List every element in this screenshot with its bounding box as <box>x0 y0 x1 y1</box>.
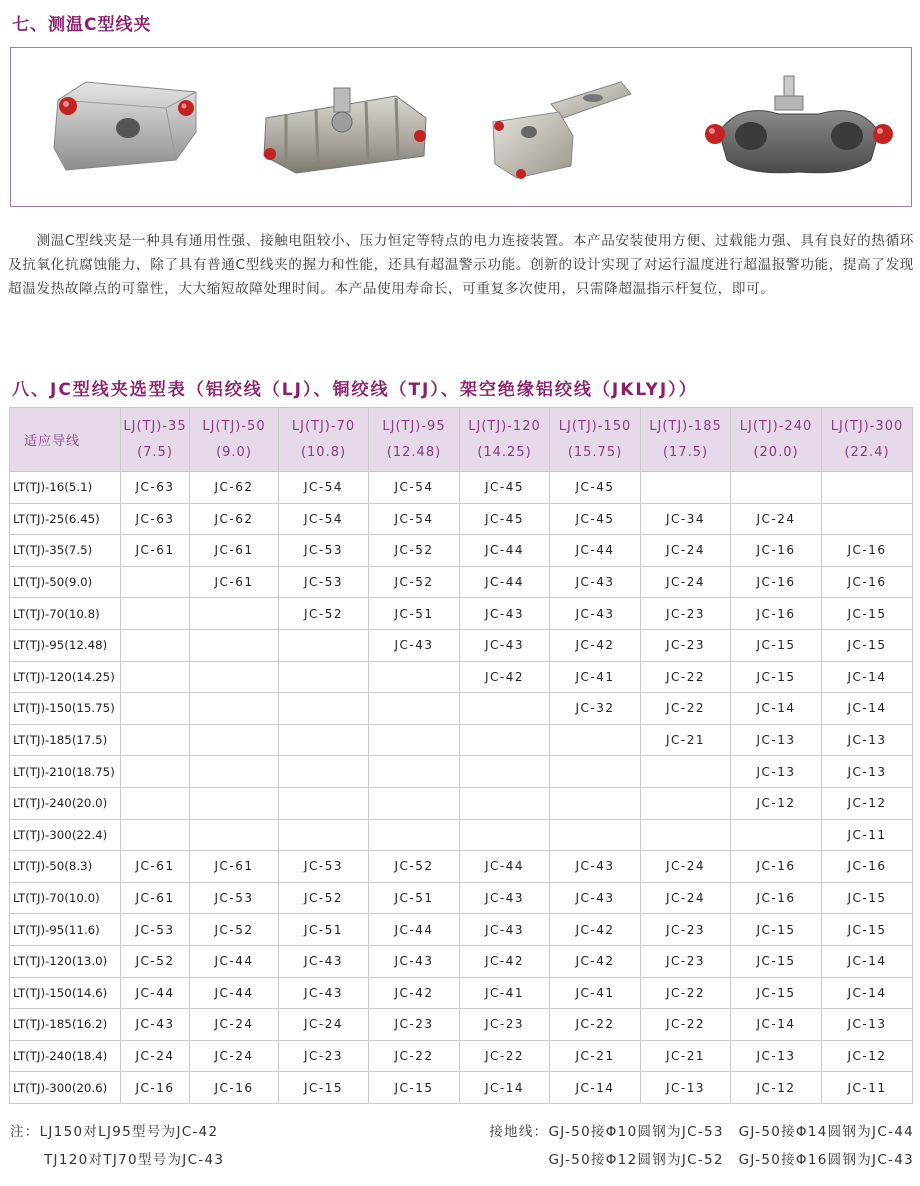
row-label: LT(TJ)-16(5.1) <box>10 472 121 504</box>
table-cell: JC-61 <box>190 535 279 567</box>
table-row <box>10 724 913 756</box>
row-label: LT(TJ)-150(14.6) <box>10 977 121 1009</box>
table-cell: JC-24 <box>641 882 731 914</box>
column-header <box>731 408 822 472</box>
row-label: LT(TJ)-25(6.45) <box>10 503 121 535</box>
table-cell <box>121 787 190 819</box>
table-cell: JC-15 <box>369 1072 460 1104</box>
row-label: LT(TJ)-95(11.6) <box>10 914 121 946</box>
note-right-1: 接地线：GJ-50接Φ10圆钢为JC-53 GJ-50接Φ14圆钢为JC-44 <box>489 1124 914 1140</box>
table-cell: JC-14 <box>822 661 913 693</box>
table-cell: JC-23 <box>641 598 731 630</box>
table-cell: JC-43 <box>550 566 641 598</box>
table-cell <box>460 693 550 725</box>
table-cell: JC-11 <box>822 1072 913 1104</box>
table-cell <box>190 598 279 630</box>
table-cell: JC-45 <box>460 472 550 504</box>
table-cell: JC-53 <box>279 851 369 883</box>
table-cell: JC-45 <box>460 503 550 535</box>
table-cell: JC-23 <box>369 1009 460 1041</box>
table-cell: JC-12 <box>731 1072 822 1104</box>
table-cell: JC-24 <box>279 1009 369 1041</box>
table-cell: JC-22 <box>641 1009 731 1041</box>
table-cell <box>550 724 641 756</box>
table-cell: JC-62 <box>190 503 279 535</box>
header-row <box>10 408 913 472</box>
table-row <box>10 566 913 598</box>
table-cell: JC-44 <box>369 914 460 946</box>
table-cell: JC-14 <box>731 1009 822 1041</box>
column-name: LJ(TJ)-70 <box>291 418 356 434</box>
table-cell: JC-15 <box>731 661 822 693</box>
table-cell <box>460 756 550 788</box>
table-cell: JC-53 <box>279 535 369 567</box>
table-cell: JC-13 <box>822 756 913 788</box>
table-cell: JC-15 <box>279 1072 369 1104</box>
table-cell <box>190 661 279 693</box>
column-header <box>641 408 731 472</box>
row-label: LT(TJ)-150(15.75) <box>10 693 121 725</box>
table-cell: JC-42 <box>369 977 460 1009</box>
table-cell: JC-21 <box>550 1040 641 1072</box>
table-cell: JC-61 <box>121 535 190 567</box>
table-header <box>10 408 913 472</box>
column-name: LJ(TJ)-120 <box>468 418 541 434</box>
table-cell: JC-43 <box>460 882 550 914</box>
column-header <box>190 408 279 472</box>
table-row <box>10 629 913 661</box>
table-row <box>10 535 913 567</box>
table-cell: JC-63 <box>121 472 190 504</box>
table-cell: JC-24 <box>641 851 731 883</box>
row-label: LT(TJ)-210(18.75) <box>10 756 121 788</box>
table-cell <box>279 661 369 693</box>
table-cell <box>121 661 190 693</box>
table-cell <box>822 503 913 535</box>
table-cell: JC-34 <box>641 503 731 535</box>
section-7-title: 七、测温C型线夹 <box>12 15 152 35</box>
table-row <box>10 1040 913 1072</box>
table-cell: JC-42 <box>460 661 550 693</box>
table-cell <box>369 787 460 819</box>
clamp-bolt-photo <box>256 78 436 188</box>
table-cell: JC-13 <box>822 1009 913 1041</box>
clamp-block-photo <box>46 70 206 190</box>
table-cell <box>121 819 190 851</box>
table-cell: JC-22 <box>460 1040 550 1072</box>
table-cell: JC-24 <box>641 566 731 598</box>
note-left-2: TJ120对TJ70型号为JC-43 <box>44 1152 225 1168</box>
table-cell: JC-15 <box>822 882 913 914</box>
row-label: LT(TJ)-70(10.0) <box>10 882 121 914</box>
table-cell <box>460 819 550 851</box>
table-row <box>10 598 913 630</box>
table-cell: JC-11 <box>822 819 913 851</box>
column-diameter: (17.5) <box>662 444 709 460</box>
row-label: LT(TJ)-70(10.8) <box>10 598 121 630</box>
column-header <box>121 408 190 472</box>
table-cell: JC-54 <box>279 503 369 535</box>
table-cell <box>279 787 369 819</box>
table-cell <box>190 756 279 788</box>
table-cell: JC-44 <box>190 977 279 1009</box>
table-cell: JC-22 <box>641 693 731 725</box>
note-right-2: GJ-50接Φ12圆钢为JC-52 GJ-50接Φ16圆钢为JC-43 <box>548 1152 914 1168</box>
table-cell <box>279 819 369 851</box>
table-cell <box>550 756 641 788</box>
table-cell: JC-43 <box>121 1009 190 1041</box>
table-cell <box>190 724 279 756</box>
table-cell: JC-61 <box>121 851 190 883</box>
table-cell: JC-41 <box>550 661 641 693</box>
table-cell <box>190 819 279 851</box>
table-cell: JC-52 <box>369 566 460 598</box>
table-cell <box>121 693 190 725</box>
column-header <box>460 408 550 472</box>
table-cell <box>369 693 460 725</box>
table-cell <box>121 756 190 788</box>
table-cell: JC-61 <box>121 882 190 914</box>
row-label: LT(TJ)-185(16.2) <box>10 1009 121 1041</box>
table-cell: JC-42 <box>550 945 641 977</box>
table-cell <box>641 787 731 819</box>
column-header <box>369 408 460 472</box>
table-cell: JC-52 <box>190 914 279 946</box>
table-cell <box>190 693 279 725</box>
table-cell: JC-16 <box>731 535 822 567</box>
table-cell: JC-21 <box>641 1040 731 1072</box>
table-cell: JC-14 <box>822 693 913 725</box>
table-cell: JC-43 <box>279 977 369 1009</box>
table-cell: JC-23 <box>279 1040 369 1072</box>
table-cell: JC-15 <box>731 945 822 977</box>
table-cell: JC-41 <box>460 977 550 1009</box>
table-row <box>10 756 913 788</box>
table-row <box>10 787 913 819</box>
note-left-1: 注：LJ150对LJ95型号为JC-42 <box>10 1124 219 1140</box>
table-cell: JC-54 <box>369 503 460 535</box>
table-cell: JC-61 <box>190 851 279 883</box>
table-cell: JC-45 <box>550 503 641 535</box>
column-diameter: (20.0) <box>753 444 799 460</box>
table-cell: JC-16 <box>822 566 913 598</box>
table-cell: JC-51 <box>369 882 460 914</box>
table-cell: JC-24 <box>731 503 822 535</box>
table-cell <box>279 629 369 661</box>
table-cell: JC-14 <box>731 693 822 725</box>
table-cell: JC-13 <box>641 1072 731 1104</box>
table-cell <box>279 756 369 788</box>
table-cell: JC-13 <box>731 724 822 756</box>
product-description <box>8 229 914 301</box>
table-cell <box>550 787 641 819</box>
table-row <box>10 882 913 914</box>
table-cell: JC-42 <box>550 914 641 946</box>
table-row <box>10 945 913 977</box>
table-cell: JC-16 <box>731 598 822 630</box>
table-cell: JC-42 <box>550 629 641 661</box>
table-cell <box>369 819 460 851</box>
table-cell: JC-52 <box>279 882 369 914</box>
table-cell: JC-16 <box>822 535 913 567</box>
table-cell: JC-23 <box>641 945 731 977</box>
table-cell: JC-43 <box>550 851 641 883</box>
table-cell: JC-24 <box>121 1040 190 1072</box>
table-cell: JC-52 <box>369 535 460 567</box>
table-row <box>10 693 913 725</box>
column-diameter: (22.4) <box>844 444 890 460</box>
table-cell <box>121 598 190 630</box>
column-name: LJ(TJ)-35 <box>123 418 187 434</box>
table-cell: JC-43 <box>550 882 641 914</box>
row-label: LT(TJ)-35(7.5) <box>10 535 121 567</box>
product-photo-frame <box>10 47 912 207</box>
column-header <box>822 408 913 472</box>
table-cell: JC-24 <box>190 1009 279 1041</box>
table-cell: JC-24 <box>641 535 731 567</box>
column-diameter: (15.75) <box>567 444 623 460</box>
table-cell: JC-42 <box>460 945 550 977</box>
table-cell: JC-53 <box>279 566 369 598</box>
section-8-title: 八、JC型线夹选型表（铝绞线（LJ）、铜绞线（TJ）、架空绝缘铝绞线（JKLYJ）） <box>12 380 698 400</box>
table-cell: JC-44 <box>460 851 550 883</box>
selection-table <box>9 407 913 1104</box>
table-cell: JC-44 <box>460 535 550 567</box>
table-row <box>10 661 913 693</box>
table-cell <box>121 629 190 661</box>
column-header <box>550 408 641 472</box>
table-cell: JC-16 <box>190 1072 279 1104</box>
column-name: LJ(TJ)-240 <box>739 418 813 434</box>
table-cell: JC-15 <box>731 977 822 1009</box>
column-header <box>279 408 369 472</box>
table-cell: JC-43 <box>460 598 550 630</box>
table-cell: JC-41 <box>550 977 641 1009</box>
table-cell <box>641 756 731 788</box>
table-cell: JC-22 <box>641 977 731 1009</box>
table-cell <box>369 756 460 788</box>
description-text: 测温C型线夹是一种具有通用性强、接触电阻较小、压力恒定等特点的电力连接装置。本产品安装使用方便、过载能力强、具有良好的热循环及抗氧化抗腐蚀能力，除了具有普通C型线夹的握力和性能，还具有超温警示功能。创新的设计实现了对运行温度进行超温报警功能，提高了发现超温发热故障点的可靠性，大大缩短故障处理时间。本产品使用寿命长，可重复多次使用，只需降超温指示杆复位，即可。 <box>8 233 914 297</box>
clamp-double-photo <box>699 68 899 188</box>
table-cell: JC-43 <box>279 945 369 977</box>
table-row <box>10 1009 913 1041</box>
row-label: LT(TJ)-300(20.6) <box>10 1072 121 1104</box>
table-cell: JC-15 <box>731 629 822 661</box>
table-cell: JC-44 <box>121 977 190 1009</box>
table-cell: JC-63 <box>121 503 190 535</box>
column-name: LJ(TJ)-185 <box>649 418 722 434</box>
table-cell <box>731 472 822 504</box>
table-cell: JC-54 <box>279 472 369 504</box>
table-cell: JC-16 <box>731 851 822 883</box>
table-cell <box>641 472 731 504</box>
table-cell: JC-13 <box>731 1040 822 1072</box>
table-cell: JC-23 <box>641 629 731 661</box>
table-cell: JC-43 <box>460 914 550 946</box>
table-cell <box>121 724 190 756</box>
table-cell: JC-15 <box>822 914 913 946</box>
column-name: LJ(TJ)-50 <box>202 418 266 434</box>
table-cell: JC-51 <box>369 598 460 630</box>
row-label: LT(TJ)-50(9.0) <box>10 566 121 598</box>
table-cell: JC-44 <box>460 566 550 598</box>
table-row <box>10 503 913 535</box>
table-cell: JC-14 <box>822 945 913 977</box>
table-cell: JC-22 <box>641 661 731 693</box>
table-cell: JC-13 <box>731 756 822 788</box>
table-row <box>10 1072 913 1104</box>
table-row <box>10 914 913 946</box>
row-label: LT(TJ)-120(13.0) <box>10 945 121 977</box>
column-name: LJ(TJ)-95 <box>382 418 446 434</box>
table-cell: JC-45 <box>550 472 641 504</box>
row-label: LT(TJ)-120(14.25) <box>10 661 121 693</box>
table-cell: JC-52 <box>369 851 460 883</box>
table-cell: JC-22 <box>550 1009 641 1041</box>
table-cell: JC-52 <box>121 945 190 977</box>
table-cell: JC-16 <box>731 566 822 598</box>
table-cell: JC-44 <box>550 535 641 567</box>
table-cell: JC-23 <box>460 1009 550 1041</box>
table-cell: JC-21 <box>641 724 731 756</box>
table-cell: JC-15 <box>731 914 822 946</box>
column-diameter: (14.25) <box>477 444 532 460</box>
table-cell: JC-13 <box>822 724 913 756</box>
table-cell <box>190 787 279 819</box>
table-cell: JC-61 <box>190 566 279 598</box>
table-cell: JC-14 <box>550 1072 641 1104</box>
table-cell: JC-16 <box>822 851 913 883</box>
column-diameter: (10.8) <box>300 444 347 460</box>
column-diameter: (7.5) <box>137 444 173 460</box>
table-cell: JC-15 <box>822 629 913 661</box>
table-cell: JC-52 <box>279 598 369 630</box>
table-cell: JC-12 <box>731 787 822 819</box>
column-name: LJ(TJ)-300 <box>830 418 904 434</box>
table-cell: JC-44 <box>190 945 279 977</box>
table-cell <box>279 693 369 725</box>
table-cell: JC-15 <box>822 598 913 630</box>
column-diameter: (9.0) <box>216 444 252 460</box>
table-cell: JC-32 <box>550 693 641 725</box>
table-cell <box>550 819 641 851</box>
column-name: LJ(TJ)-150 <box>558 418 632 434</box>
table-cell: JC-22 <box>369 1040 460 1072</box>
column-diameter: (12.48) <box>386 444 442 460</box>
table-row <box>10 977 913 1009</box>
table-cell: JC-14 <box>822 977 913 1009</box>
table-row <box>10 819 913 851</box>
table-cell <box>369 724 460 756</box>
table-cell: JC-12 <box>822 1040 913 1072</box>
table-cell: JC-16 <box>731 882 822 914</box>
table-cell <box>369 661 460 693</box>
table-cell: JC-23 <box>641 914 731 946</box>
table-cell: JC-53 <box>121 914 190 946</box>
table-cell: JC-43 <box>369 945 460 977</box>
table-cell <box>460 787 550 819</box>
table-cell <box>279 724 369 756</box>
table-cell: JC-43 <box>550 598 641 630</box>
table-cell: JC-62 <box>190 472 279 504</box>
table-cell <box>822 472 913 504</box>
table-cell: JC-43 <box>460 629 550 661</box>
row-label: LT(TJ)-240(18.4) <box>10 1040 121 1072</box>
table-cell <box>641 819 731 851</box>
row-label: LT(TJ)-95(12.48) <box>10 629 121 661</box>
table-cell: JC-43 <box>369 629 460 661</box>
table-cell: JC-54 <box>369 472 460 504</box>
table-row <box>10 472 913 504</box>
row-label: LT(TJ)-50(8.3) <box>10 851 121 883</box>
row-label: LT(TJ)-185(17.5) <box>10 724 121 756</box>
table-cell <box>731 819 822 851</box>
table-cell <box>460 724 550 756</box>
table-cell: JC-16 <box>121 1072 190 1104</box>
header-corner: 适应导线 <box>10 408 121 472</box>
table-body <box>10 472 913 1104</box>
row-label: LT(TJ)-240(20.0) <box>10 787 121 819</box>
table-cell: JC-53 <box>190 882 279 914</box>
table-cell: JC-14 <box>460 1072 550 1104</box>
table-cell <box>121 566 190 598</box>
table-cell <box>190 629 279 661</box>
table-cell: JC-24 <box>190 1040 279 1072</box>
table-cell: JC-51 <box>279 914 369 946</box>
row-label: LT(TJ)-300(22.4) <box>10 819 121 851</box>
table-row <box>10 851 913 883</box>
table-cell: JC-12 <box>822 787 913 819</box>
clamp-plate-photo <box>481 74 641 194</box>
